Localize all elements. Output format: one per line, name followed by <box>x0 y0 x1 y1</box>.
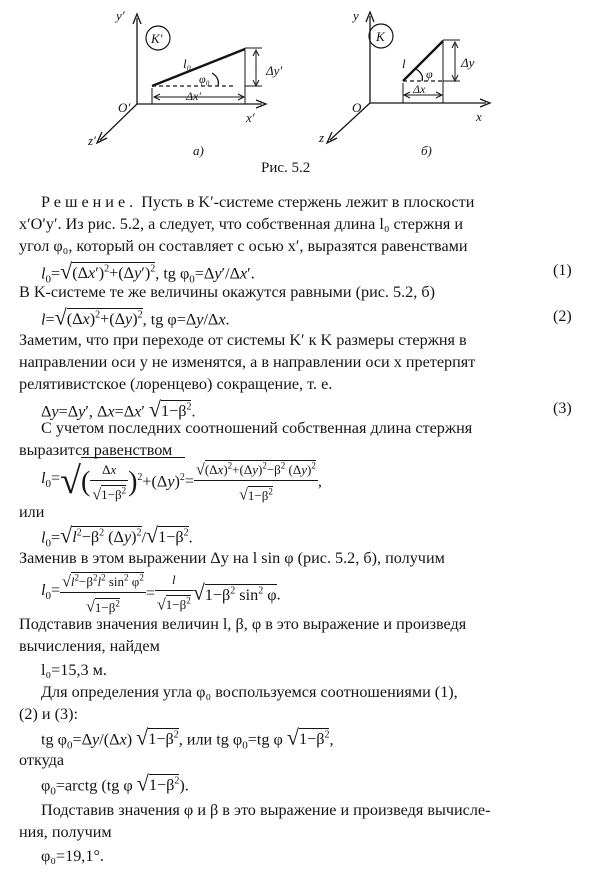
panel-a-labels <box>87 8 282 158</box>
eq3-number: (3) <box>553 400 572 417</box>
axis-y: y <box>353 8 359 23</box>
equation-1: $l_0=√(\Delta x')^2+(\Delta y')^2$, tg $\varphi_0=\Delta y'/\Delta x'$. <box>41 258 255 286</box>
axis-x: x <box>476 109 482 124</box>
paragraph-2: В K-системе те же величины окажутся равными (рис. 5.2, б) <box>19 283 435 301</box>
origin-o-prime: O′ <box>118 100 131 115</box>
axis-x-prime: x′ <box>246 110 255 125</box>
equation-phi0-arctg: $\varphi_0=arctg$ (tg φ $√1-\beta^2$). <box>41 770 189 798</box>
equation-l0-sin: $l_0=$ $\frac{√l^2-\beta^2l^2 \sin^2 \varphi^2}{√1-\beta^2}$ = $\frac{l}{√1-\beta^2}$ $√1-\beta^2$ $\sin^2 \varphi$. <box>41 568 281 612</box>
paragraph-5: Заменив в этом выражении Δy на l sin φ (рис. 5.2, б), получим <box>19 549 445 567</box>
p3-line1: Заметим, что при переходе от системы K′ к K размеры стержня в <box>19 331 467 349</box>
panel-b <box>327 12 490 143</box>
p8-line1: Подставив значения φ и β в это выражение и произведя вычисле- <box>41 801 491 819</box>
angle-label-phi0: φ₀ <box>199 72 210 86</box>
p7-line1: Для определения угла φ₀ воспользуемся соотношениями (1), <box>41 683 458 701</box>
frame-label-k-prime: K′ <box>151 31 163 46</box>
p1-line1: Пусть в K′-системе стержень лежит в плоскости <box>141 193 475 211</box>
equation-tg-phi0: tg $\varphi_0=\Delta y/(\Delta x)$ $√1-\beta^2$, или tg $\varphi_0=tg$ φ $√1-\beta^2$, <box>41 724 334 752</box>
figure-5-2 <box>0 0 596 180</box>
dx-label: Δx <box>413 82 426 96</box>
p8-line2: ния, получим <box>19 823 112 841</box>
figure-caption: Рис. 5.2 <box>261 160 311 176</box>
solution-word: Решение. <box>41 193 138 211</box>
p3-line2: направлении оси y не изменятся, а в направлении оси x претерпят <box>19 353 476 371</box>
eq2-number: (2) <box>553 308 572 325</box>
equation-l0-expanded: $l_0=√$( $\frac{\Delta x}{√1-\beta^2}$ )$^2+(\Delta y)^2=$ $\frac{√(\Delta x)^2+(\Delta y)^2-\beta^2 (\Delta y)^2}{√1-\beta^2}$ , <box>41 456 322 504</box>
p1-line2: x′O′y′. Из рис. 5.2, а следует, что собственная длина l₀ стержня и <box>19 215 464 233</box>
axis-z-prime: z′ <box>88 133 96 148</box>
origin-o: O <box>352 100 362 115</box>
axis-y-prime: y′ <box>116 8 125 23</box>
equation-l0-simplified: $l_0=√l^2-\beta^2$ $(\Delta y)^2/√1-\beta^2$. <box>41 522 193 550</box>
equation-3: Δy=Δy′, Δx=Δx′ $√1-\beta^2$. <box>41 396 196 422</box>
frame-label-k: K <box>376 29 385 44</box>
dx-prime-label: Δx′ <box>186 89 201 103</box>
panel-a <box>97 14 266 143</box>
panel-b-labels <box>318 8 482 158</box>
axis-z: z <box>319 130 325 145</box>
p7-line2: (2) и (3): <box>19 705 79 723</box>
result-phi0: φ₀=19,1°. <box>41 847 104 865</box>
panel-a-label: а) <box>193 143 204 158</box>
dy-prime-label: Δy′ <box>266 63 283 78</box>
p1-line3: угол φ₀, который он составляет с осью x′, выразятся равенствами <box>19 237 468 255</box>
p6-line2: вычисления, найдем <box>19 637 160 655</box>
word-otkuda: откуда <box>19 751 65 769</box>
p6-line1: Подставив значения величин l, β, φ в это выражение и произведя <box>19 615 467 633</box>
p4-line2: выразится равенством <box>19 441 173 459</box>
equation-2: $l=√(\Delta x)^2+(\Delta y)^2$, tg φ=Δy/Δx. <box>41 304 230 330</box>
rod-label-l: l <box>402 56 406 71</box>
rod-label-l0: l₀ <box>183 56 192 71</box>
p3-line3: релятивистское (лоренцево) сокращение, т. е. <box>19 375 333 393</box>
dy-label: Δy <box>461 55 475 70</box>
eq1-number: (1) <box>553 262 572 279</box>
p4-line1: С учетом последних соотношений собственная длина стержня <box>41 419 473 437</box>
angle-label-phi: φ <box>426 67 433 81</box>
paragraph-1 <box>41 192 581 212</box>
word-ili: или <box>19 503 45 521</box>
result-l0: l₀=15,3 м. <box>41 661 107 679</box>
panel-b-label: б) <box>421 143 432 158</box>
